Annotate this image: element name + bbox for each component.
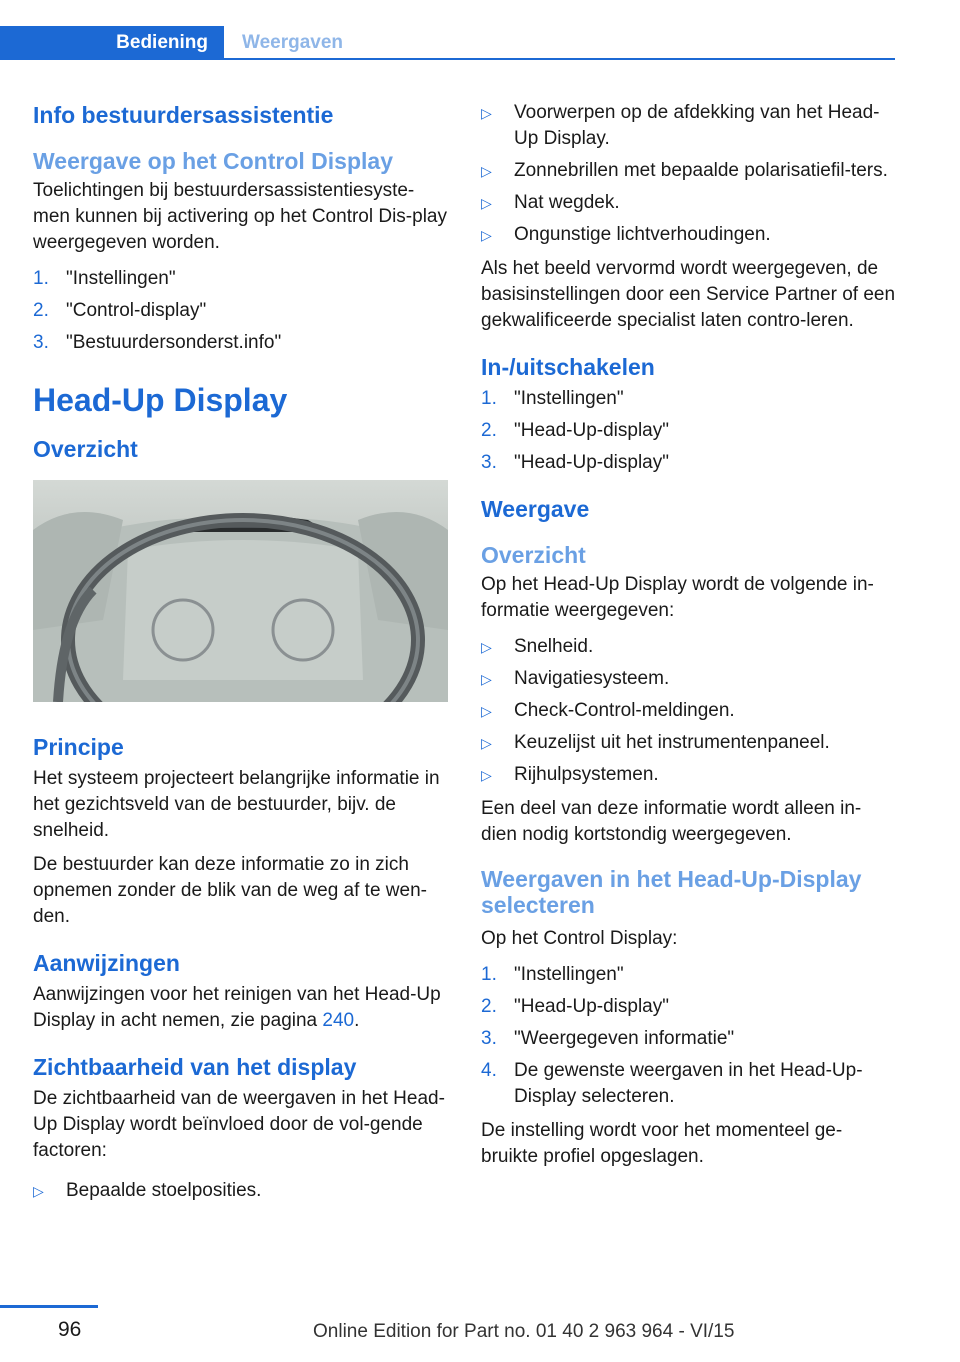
left-column — [33, 100, 448, 1204]
tab-weergaven[interactable]: Weergaven — [242, 32, 344, 53]
overzicht-title: Overzicht — [33, 436, 138, 462]
aanwijzingen-text: Aanwijzingen voor het reinigen van het Head-Up Display in acht nemen, zie pagina 240. — [33, 984, 441, 1031]
zichtbaarheid-text: De zichtbaarheid van de weergaven in het Head-Up Display wordt beïnvloed door de vol‐gende factoren: — [33, 1088, 445, 1161]
weergave-cd-text: Toelichtingen bij bestuurdersassistentiesyste‐men kunnen bij activering op het Control Dis‐play weergegeven worden. — [33, 180, 447, 253]
selecteren-title: Weergaven in het Head-Up-Display selecteren — [481, 866, 862, 918]
edition-text: Online Edition for Part no. 01 40 2 963 964 - VI/15 — [313, 1321, 735, 1342]
factor-list-right — [481, 100, 896, 248]
list-item: ▷ Keuzelijst uit het instrumentenpaneel. — [481, 730, 896, 756]
tab-bediening[interactable]: Bediening — [0, 26, 224, 60]
list-item: 1. "Instellingen" — [33, 268, 176, 289]
list-item: 2. "Head-Up-display" — [481, 996, 669, 1017]
info-list — [481, 634, 896, 788]
cockpit-image — [33, 480, 448, 702]
principe-text-2: De bestuurder kan deze informatie zo in zich opnemen zonder de blik van de weg af te wen‐den. — [33, 854, 427, 927]
arrow-icon: ▷ — [481, 105, 492, 121]
deel-text: Een deel van deze informatie wordt alleen in‐dien nodig kortstondig weergegeven. — [481, 798, 862, 845]
profiel-text: De instelling wordt voor het momenteel ge‐bruikte profiel opgeslagen. — [481, 1120, 843, 1167]
arrow-icon: ▷ — [481, 767, 492, 783]
hud-cockpit-illustration — [33, 480, 448, 702]
list-item: 1. "Instellingen" — [481, 964, 624, 985]
list-item: 1. "Instellingen" — [481, 388, 624, 409]
list-item: ▷ Nat wegdek. — [481, 190, 896, 216]
list-item: ▷ Navigatiesysteem. — [481, 666, 896, 692]
weergave-cd-title: Weergave op het Control Display — [33, 148, 393, 174]
arrow-icon: ▷ — [33, 1183, 44, 1199]
list-item: ▷ Check-Control-meldingen. — [481, 698, 896, 724]
overzicht-subtitle: Overzicht — [481, 542, 586, 568]
aanwijzingen-title: Aanwijzingen — [33, 950, 180, 976]
list-item: ▷ Rijhulpsystemen. — [481, 762, 896, 788]
zichtbaarheid-title: Zichtbaarheid van het display — [33, 1054, 357, 1080]
principe-title: Principe — [33, 734, 124, 760]
list-item: 3. "Head-Up-display" — [481, 452, 669, 473]
op-cd-text: Op het Control Display: — [481, 928, 678, 949]
right-column — [481, 100, 896, 1170]
select-steps — [481, 962, 896, 1110]
weergave-title: Weergave — [481, 496, 590, 522]
header-rule — [0, 58, 895, 60]
arrow-icon: ▷ — [481, 639, 492, 655]
vervormd-text: Als het beeld vervormd wordt weergegeven, de basisinstellingen door een Service Partner of een gekwalificeerde specialist laten contro‐leren. — [481, 258, 896, 331]
inuit-steps — [481, 386, 896, 476]
steps-cd-list — [33, 266, 448, 356]
list-item: ▷ Zonnebrillen met bepaalde polarisatiefil‐ters. — [481, 158, 896, 184]
list-item: 2. "Control-display" — [33, 300, 207, 321]
arrow-icon: ▷ — [481, 195, 492, 211]
list-item: 2. "Head-Up-display" — [481, 420, 669, 441]
list-item: ▷ Snelheid. — [481, 634, 896, 660]
factor-list-left — [33, 1178, 448, 1204]
overzicht-text: Op het Head-Up Display wordt de volgende in‐formatie weergegeven: — [481, 574, 874, 621]
list-item: ▷ Ongunstige lichtverhoudingen. — [481, 222, 896, 248]
list-item: 4. De gewenste weergaven in het Head-Up-Display selecteren. — [481, 1060, 863, 1107]
page-link-240[interactable]: 240 — [322, 1010, 355, 1031]
list-item: 3. "Weergegeven informatie" — [481, 1028, 735, 1049]
section-tab-bar — [0, 26, 895, 60]
arrow-icon: ▷ — [481, 227, 492, 243]
page-number: 96 — [58, 1318, 82, 1341]
list-item: 3. "Bestuurdersonderst.info" — [33, 332, 282, 353]
inuit-title: In-/uitschakelen — [481, 354, 655, 380]
list-item: ▷ Bepaalde stoelposities. — [33, 1178, 448, 1204]
hud-title: Head-Up Display — [33, 382, 288, 418]
info-title: Info bestuurdersassistentie — [33, 102, 334, 128]
arrow-icon: ▷ — [481, 671, 492, 687]
arrow-icon: ▷ — [481, 735, 492, 751]
arrow-icon: ▷ — [481, 163, 492, 179]
principe-text-1: Het systeem projecteert belangrijke informatie in het gezichtsveld van de bestuurder, bijv. de snelheid. — [33, 768, 440, 841]
arrow-icon: ▷ — [481, 703, 492, 719]
footer-rule — [0, 1305, 98, 1308]
list-item: ▷ Voorwerpen op de afdekking van het Head-Up Display. — [481, 102, 880, 149]
